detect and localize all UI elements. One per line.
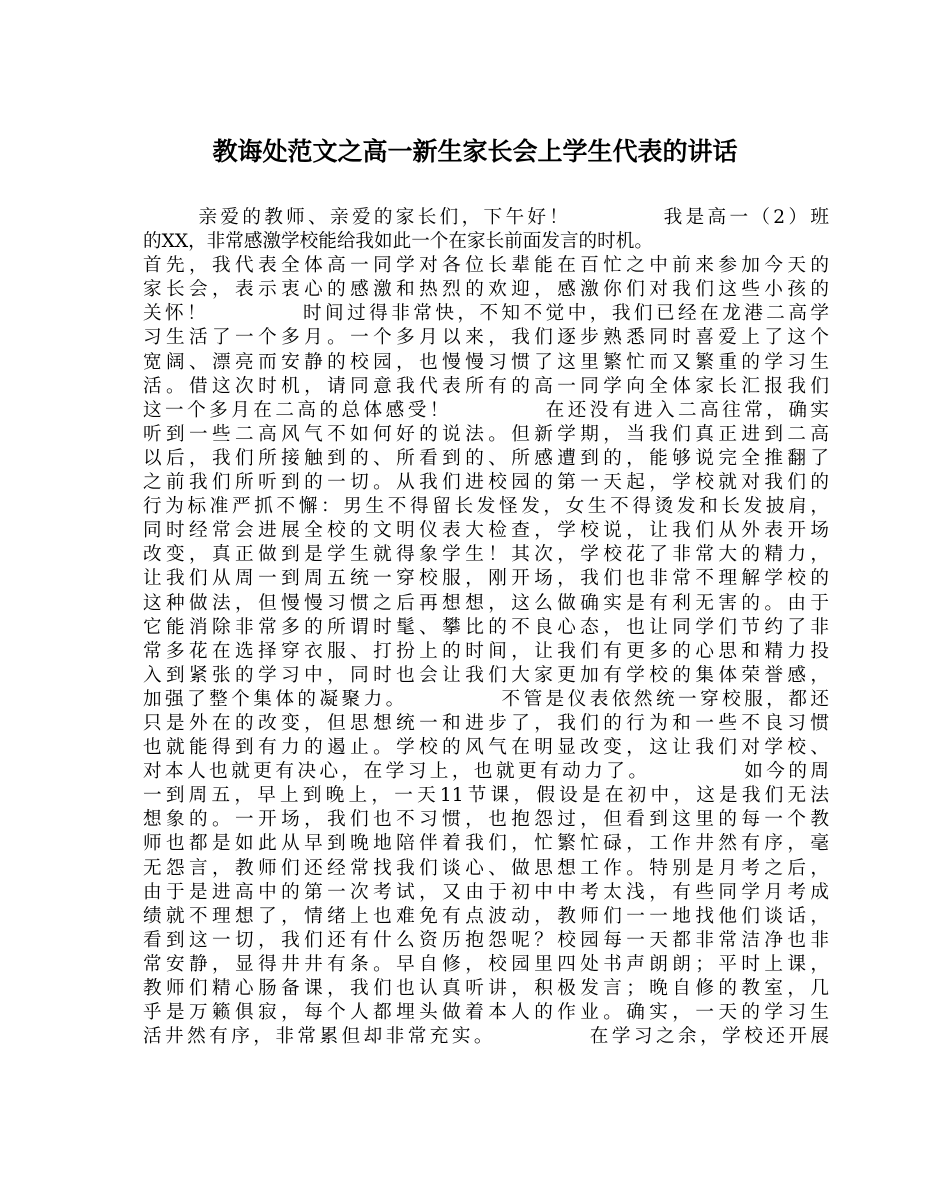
text-line: 绩就不理想了，情绪上也难免有点波动，教师们一一地找他们谈话， (143, 905, 829, 927)
text-line: 加强了整个集体的凝聚力。 不管是仪表依然统一穿校服，都还 (143, 688, 829, 710)
text-line: 亲爱的教师、亲爱的家长们，下午好！ 我是高一（2）班 (143, 207, 829, 228)
text-line: 这种做法，但慢慢习惯之后再想想，这么做确实是有利无害的。由于 (143, 592, 829, 614)
document-title: 教诲处范文之高一新生家长会上学生代表的讲话 (212, 137, 738, 166)
text-line: 看到这一切，我们还有什么资历抱怨呢？校园每一天都非常洁净也非 (143, 929, 829, 951)
text-line: 习生活了一个多月。一个多月以来，我们逐步熟悉同时喜爱上了这个 (143, 327, 829, 349)
text-line: 宽阔、漂亮而安静的校园，也慢慢习惯了这里繁忙而又繁重的学习生 (143, 351, 829, 373)
text-line: 师也都是如此从早到晚地陪伴着我们，忙繁忙碌，工作井然有序，毫 (143, 833, 829, 855)
text-line: 的XX，非常感激学校能给我如此一个在家长前面发言的时机。 (143, 231, 653, 253)
text-line: 它能消除非常多的所谓时髦、攀比的不良心态，也让同学们节约了非 (143, 616, 829, 638)
text-line: 由于是进高中的第一次考试，又由于初中中考太浅，有些同学月考成 (143, 881, 829, 903)
text-line: 对本人也就更有决心，在学习上，也就更有动力了。 如今的周 (143, 761, 829, 783)
text-line: 同时经常会进展全校的文明仪表大检查，学校说，让我们从外表开场 (143, 520, 829, 542)
text-line: 让我们从周一到周五统一穿校服，刚开场，我们也非常不理解学校的 (143, 568, 829, 590)
text-line: 只是外在的改变，但思想统一和进步了，我们的行为和一些不良习惯 (143, 712, 829, 734)
text-line: 教师们精心肠备课，我们也认真听讲，积极发言；晚自修的教室，几 (143, 978, 829, 999)
text-line: 这一个多月在二高的总体感受！ 在还没有进入二高往常，确实 (143, 399, 829, 421)
text-line: 也就能得到有力的遏止。学校的风气在明显改变，这让我们对学校、 (143, 737, 829, 759)
text-line: 活井然有序，非常累但却非常充实。 在学习之余，学校还开展 (143, 1026, 829, 1048)
text-line: 之前我们所听到的一切。从我们进校园的第一天起，学校就对我们的 (143, 472, 829, 494)
text-line: 行为标准严抓不懈：男生不得留长发怪发，女生不得烫发和长发披肩， (143, 496, 829, 518)
text-line: 改变，真正做到是学生就得象学生！其次，学校花了非常大的精力， (143, 544, 829, 566)
text-line: 听到一些二高风气不如何好的说法。但新学期，当我们真正进到二高 (143, 423, 829, 445)
text-line: 关怀！ 时间过得非常快，不知不觉中，我们已经在龙港二高学 (143, 303, 829, 325)
text-line: 乎是万籁俱寂，每个人都埋头做着本人的作业。确实，一天的学习生 (143, 1002, 829, 1024)
text-line: 入到紧张的学习中，同时也会让我们大家更加有学校的集体荣誉感， (143, 664, 829, 686)
text-line: 一到周五，早上到晚上，一天11节课，假设是在初中，这是我们无法 (143, 785, 829, 807)
text-line: 常安静，显得井井有条。早自修，校园里四处书声朗朗；平时上课， (143, 953, 829, 975)
text-line: 想象的。一开场，我们也不习惯，也抱怨过，但看到这里的每一个教 (143, 809, 829, 831)
text-line: 以后，我们所接触到的、所看到的、所感遭到的，能够说完全推翻了 (143, 447, 829, 469)
text-line: 首先，我代表全体高一同学对各位长辈能在百忙之中前来参加今天的 (143, 255, 829, 277)
text-line: 活。借这次时机，请同意我代表所有的高一同学向全体家长汇报我们 (143, 375, 829, 397)
speech-body (143, 206, 829, 1049)
text-line: 无怨言，教师们还经常找我们谈心、做思想工作。特别是月考之后， (143, 857, 829, 879)
text-line: 家长会，表示衷心的感激和热烈的欢迎，感激你们对我们这些小孩的 (143, 279, 829, 301)
text-line: 常多花在选择穿衣服、打扮上的时间，让我们有更多的心思和精力投 (143, 640, 829, 662)
